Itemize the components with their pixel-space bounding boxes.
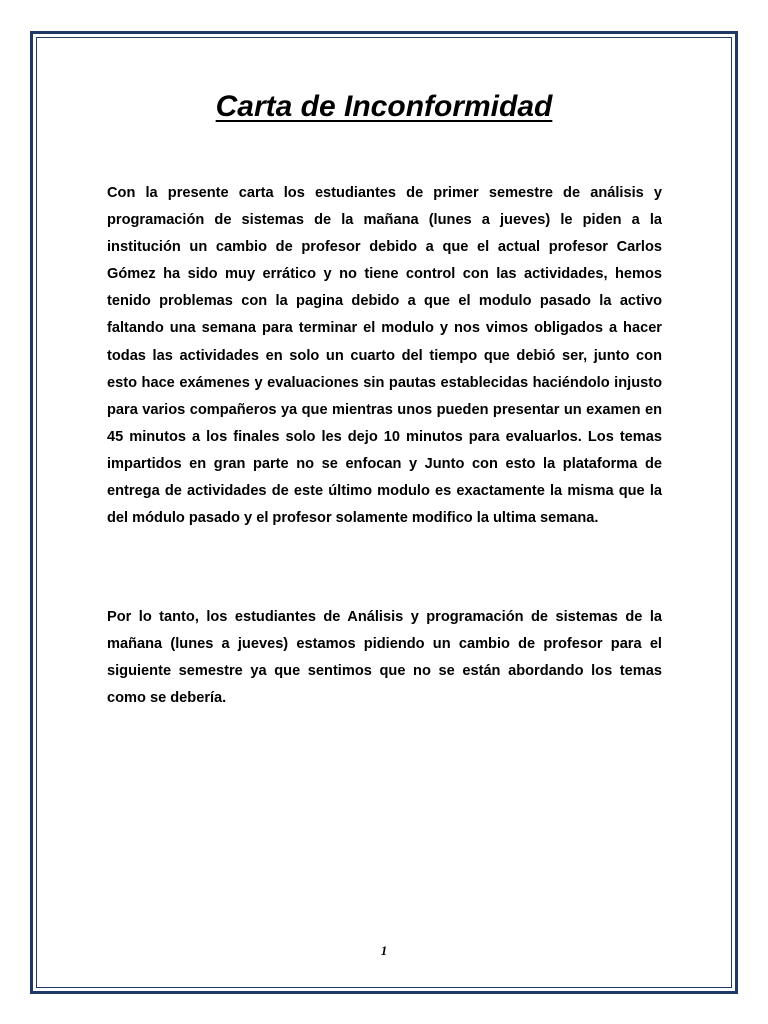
body-paragraph-2: Por lo tanto, los estudiantes de Análisis y programación de sistemas de la mañana (lunes a jueves) estamos pidiendo un cambio de profesor para el siguiente semestre ya que sentimos que no se están abordando los temas como se debería. bbox=[107, 609, 662, 707]
page-number: 1 bbox=[380, 943, 388, 958]
body-paragraph-1: Con la presente carta los estudiantes de primer semestre de análisis y programación de sistemas de la mañana (lunes a jueves) le piden a la institución un cambio de profesor debido a que el actual profesor Carlos Gómez ha sido muy errático y no tiene control con las actividades, hemos tenido problemas con la pagina debido a que el modulo pasado la activo faltando una semana para terminar el modulo y nos vimos obligados a hacer todas las actividades en solo un cuarto del tiempo que debió ser, junto con esto hace exámenes y evaluaciones sin pautas establecidas haciéndolo injusto para varios compañeros ya que mientras unos pueden presentar un examen en 45 minutos a los finales solo les dejo 10 minutos para evaluarlos. Los temas impartidos en gran parte no se enfocan y Junto con esto la plataforma de entrega de actividades de este último modulo es exactamente la misma que la del módulo pasado y el profesor solamente modifico la ultima semana. bbox=[107, 185, 662, 527]
document-title: Carta de Inconformidad bbox=[215, 90, 553, 123]
